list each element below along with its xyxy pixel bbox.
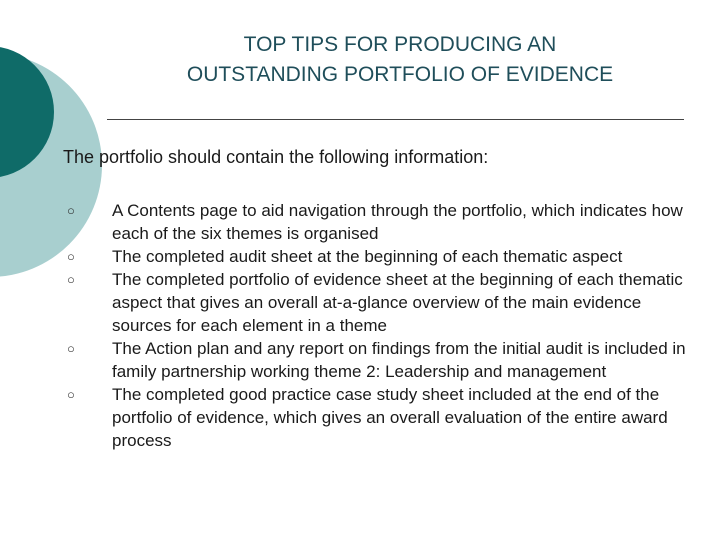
intro-text: The portfolio should contain the following information: — [63, 147, 489, 167]
bullet-text: The completed good practice case study sheet included at the end of the portfolio of evidence, which gives an overall evaluation of the entire award process — [112, 385, 668, 450]
hollow-circle-bullet-icon: ○ — [67, 387, 75, 402]
bullet-text: The Action plan and any report on findings from the initial audit is included in family partnership working theme 2: Leadership and management — [112, 339, 686, 381]
list-item — [67, 245, 697, 268]
bullet-list — [67, 199, 697, 452]
bullet-text: The completed portfolio of evidence sheet at the beginning of each thematic aspect that gives an overall at-a-glance overview of the main evidence sources for each element in a theme — [112, 270, 683, 335]
title-line-1: TOP TIPS FOR PRODUCING AN — [243, 33, 557, 56]
hollow-circle-bullet-icon: ○ — [67, 272, 75, 287]
hollow-circle-bullet-icon: ○ — [67, 203, 75, 218]
hollow-circle-bullet-icon: ○ — [67, 249, 75, 264]
list-item — [67, 199, 697, 245]
slide-title — [120, 30, 680, 90]
list-item — [67, 268, 697, 337]
bullet-text: The completed audit sheet at the beginning of each thematic aspect — [112, 247, 623, 266]
title-divider — [107, 119, 684, 120]
list-item — [67, 383, 697, 452]
list-item — [67, 337, 697, 383]
title-line-2: OUTSTANDING PORTFOLIO OF EVIDENCE — [186, 63, 614, 86]
bullet-text: A Contents page to aid navigation through the portfolio, which indicates how each of the six themes is organised — [112, 201, 683, 243]
hollow-circle-bullet-icon: ○ — [67, 341, 75, 356]
